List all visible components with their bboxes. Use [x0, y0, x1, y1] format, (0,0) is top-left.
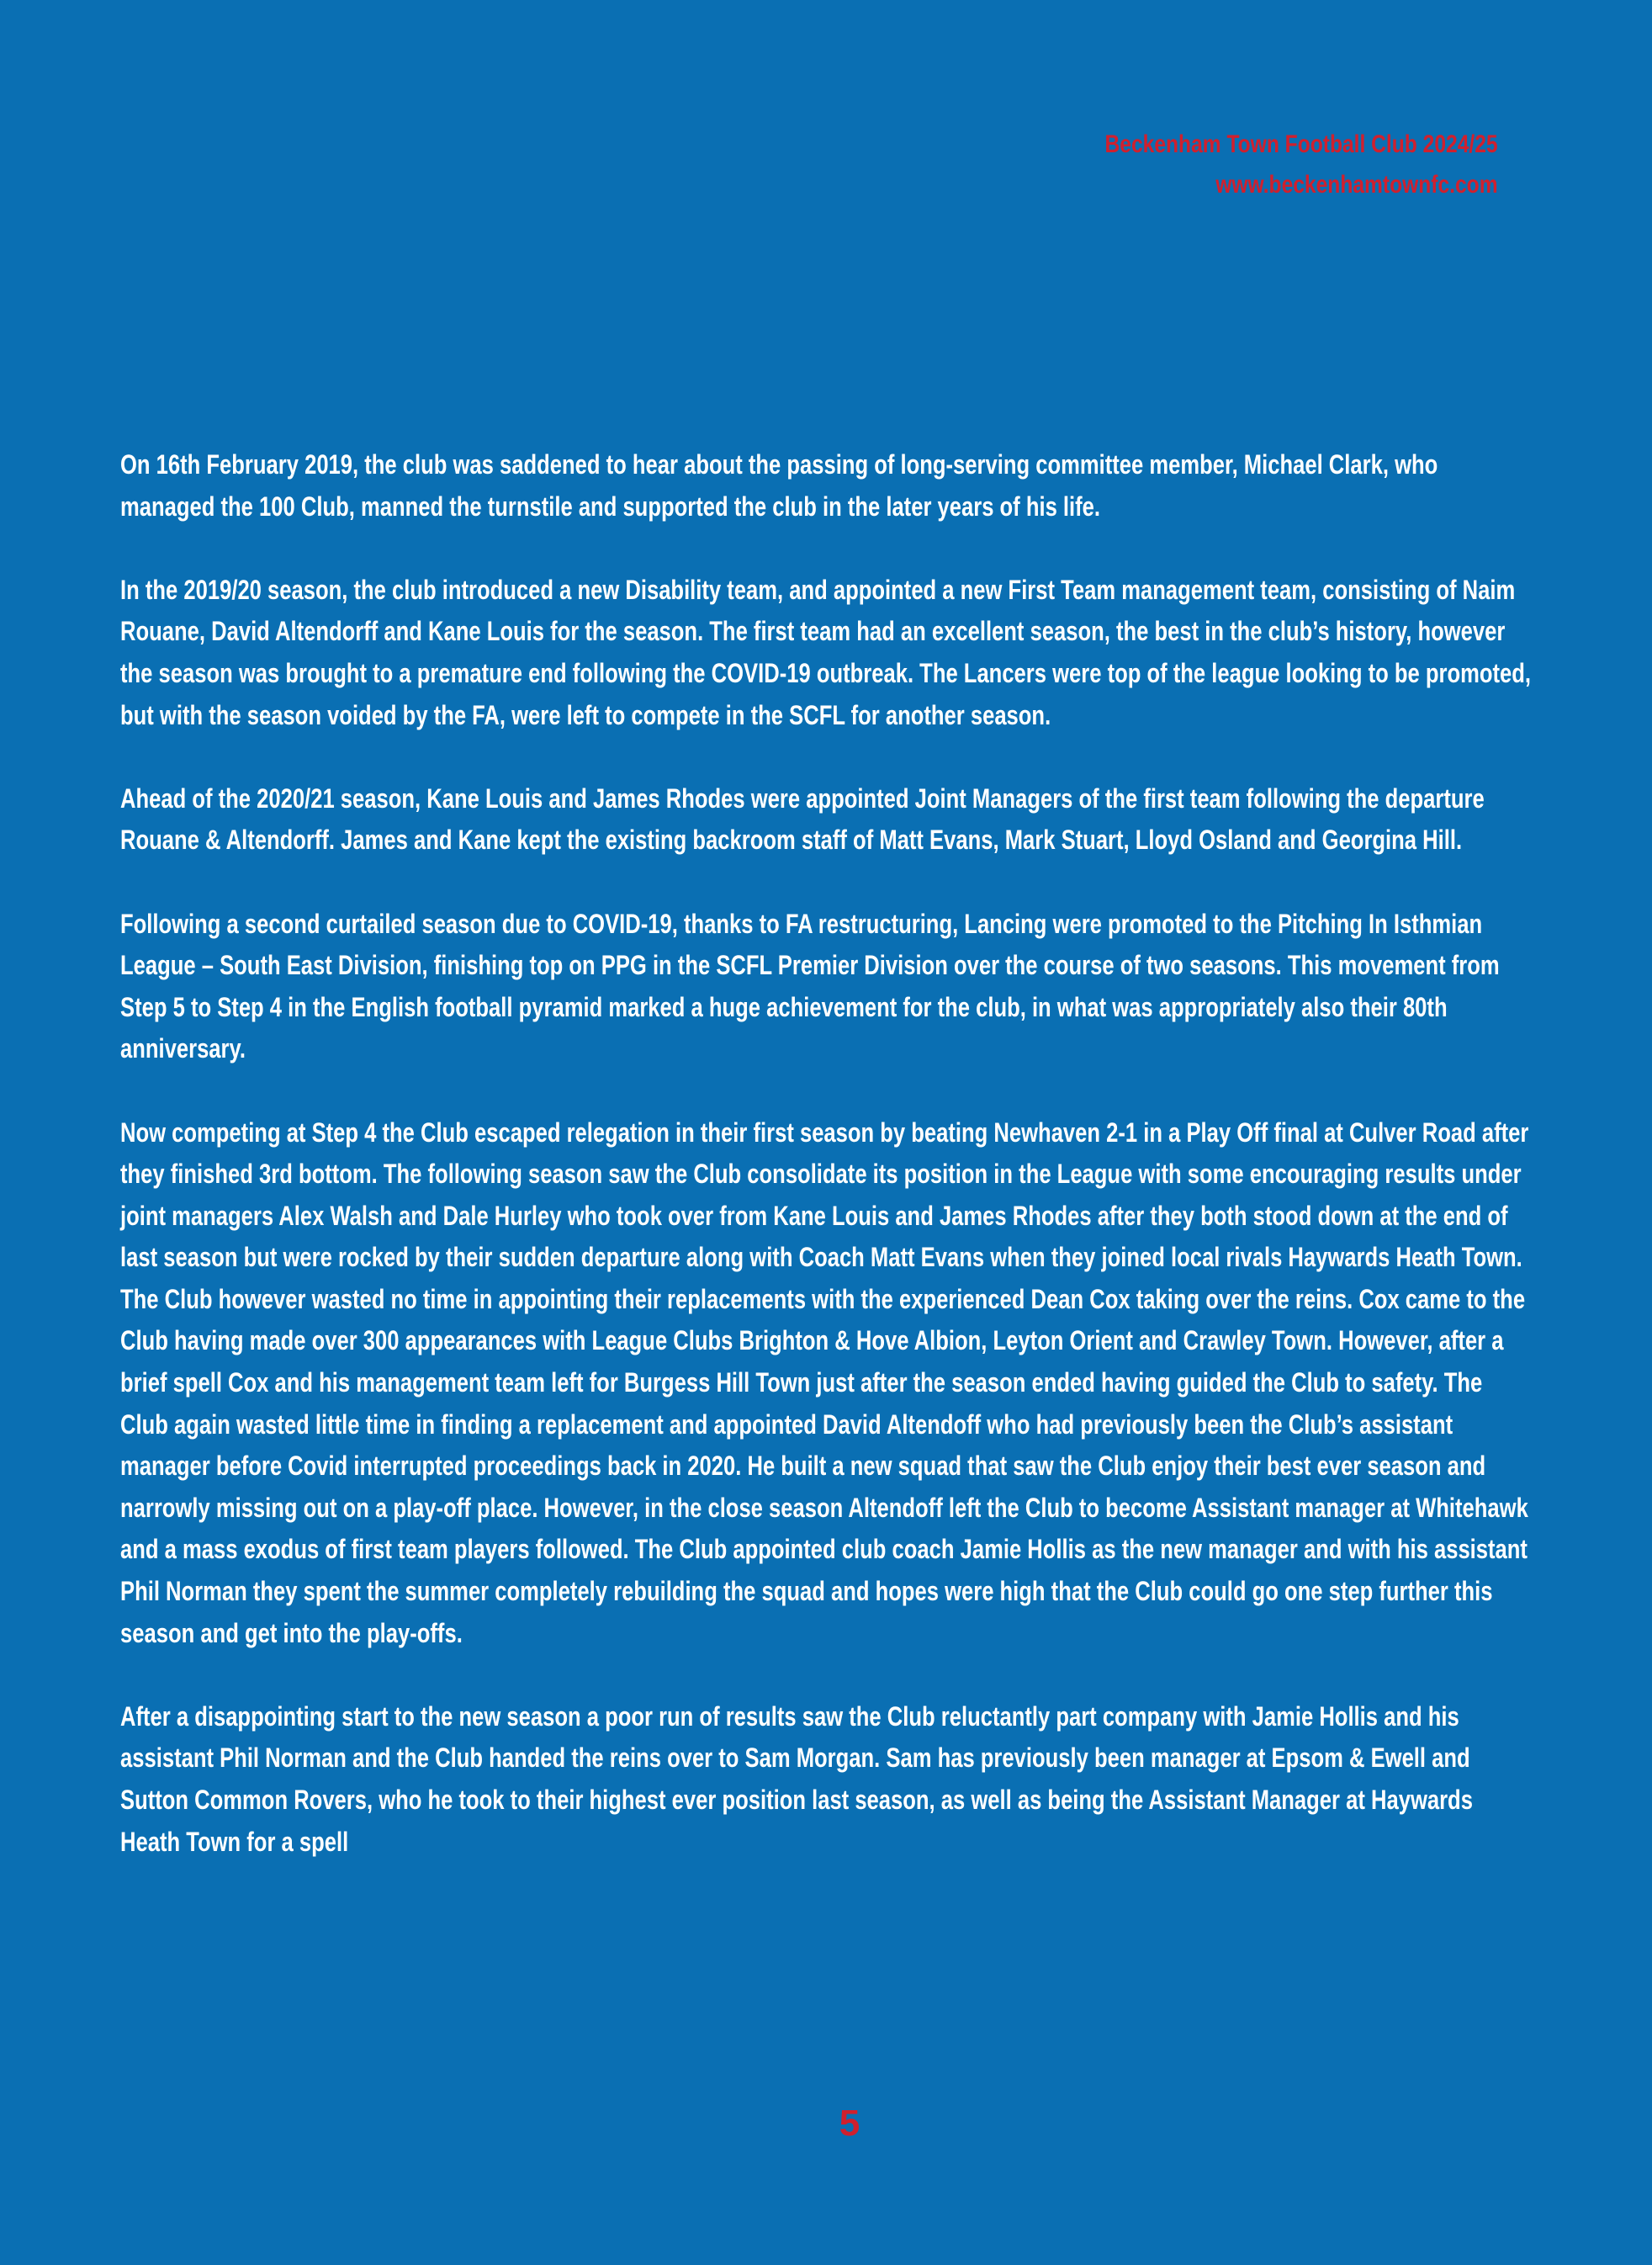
- page-number: 5: [839, 2103, 860, 2144]
- article-text-block: [120, 444, 1533, 1863]
- article-body: [120, 444, 1533, 1863]
- paragraph-michael-clark: On 16th February 2019, the club was saddened to hear about the passing of long-serving committee member, Michael Clark, who managed the 100 Club, manned the turnstile and supported the club in the later years of his life.: [120, 449, 1438, 522]
- paragraph-2020-21-season: Ahead of the 2020/21 season, Kane Louis and James Rhodes were appointed Joint Managers of the first team following the departure Rouane & Altendorff. James and Kane kept the existing backroom staff of Matt Evans, Mark Stuart, Lloyd Osland and Georgina Hill.: [120, 782, 1485, 856]
- paragraph-sam-morgan: After a disappointing start to the new season a poor run of results saw the Club reluctantly part company with Jamie Hollis and his assistant Phil Norman and the Club handed the reins over to Sam Morgan. Sam has previously been manager at Epsom & Ewell and Sutton Common Rovers, who he took to their highest ever position last season, as well as being the Assistant Manager at Haywards Heath Town for a spell: [120, 1700, 1473, 1857]
- club-website: www.beckenhamtownfc.com: [1215, 171, 1498, 199]
- club-title: Beckenham Town Football Club 2024/25: [1104, 130, 1498, 158]
- paragraph-promotion: Following a second curtailed season due to COVID-19, thanks to FA restructuring, Lancing were promoted to the Pitching In Isthmian League – South East Division, finishing top on PPG in the SCFL Premier Division over the course of two seasons. This movement from Step 5 to Step 4 in the English football pyramid marked a huge achievement for the club, in what was appropriately also their 80th anniversary.: [120, 908, 1500, 1064]
- paragraph-step-4: Now competing at Step 4 the Club escaped relegation in their first season by beating Newhaven 2-1 in a Play Off final at Culver Road after they finished 3rd bottom. The following season saw the Club consolidate its position in the League with some encouraging results under joint managers Alex Walsh and Dale Hurley who took over from Kane Louis and James Rhodes after they both stood down at the end of last season but were rocked by their sudden departure along with Coach Matt Evans when they joined local rivals Haywards Heath Town. The Club however wasted no time in appointing their replacements with the experienced Dean Cox taking over the reins. Cox came to the Club having made over 300 appearances with League Clubs Brighton & Hove Albion, Leyton Orient and Crawley Town. However, after a brief spell Cox and his management team left for Burgess Hill Town just after the season ended having guided the Club to safety. The Club again wasted little time in finding a replacement and appointed David Altendoff who had previously been the Club’s assistant manager before Covid interrupted proceedings back in 2020. He built a new squad that saw the Club enjoy their best ever season and narrowly missing out on a play-off place. However, in the close season Altendoff left the Club to become Assistant manager at Whitehawk and a mass exodus of first team players followed. The Club appointed club coach Jamie Hollis as the new manager and with his assistant Phil Norman they spent the summer completely rebuilding the squad and hopes were high that the Club could go one step further this season and get into the play-offs.: [120, 1117, 1529, 1648]
- paragraph-2019-20-season: In the 2019/20 season, the club introduced a new Disability team, and appointed a new First Team management team, consisting of Naim Rouane, David Altendorff and Kane Louis for the season. The first team had an excellent season, the best in the club’s history, however the season was brought to a premature end following the COVID-19 outbreak. The Lancers were top of the league looking to be promoted, but with the season voided by the FA, were left to compete in the SCFL for another season.: [120, 574, 1532, 730]
- page-header: [1105, 125, 1498, 205]
